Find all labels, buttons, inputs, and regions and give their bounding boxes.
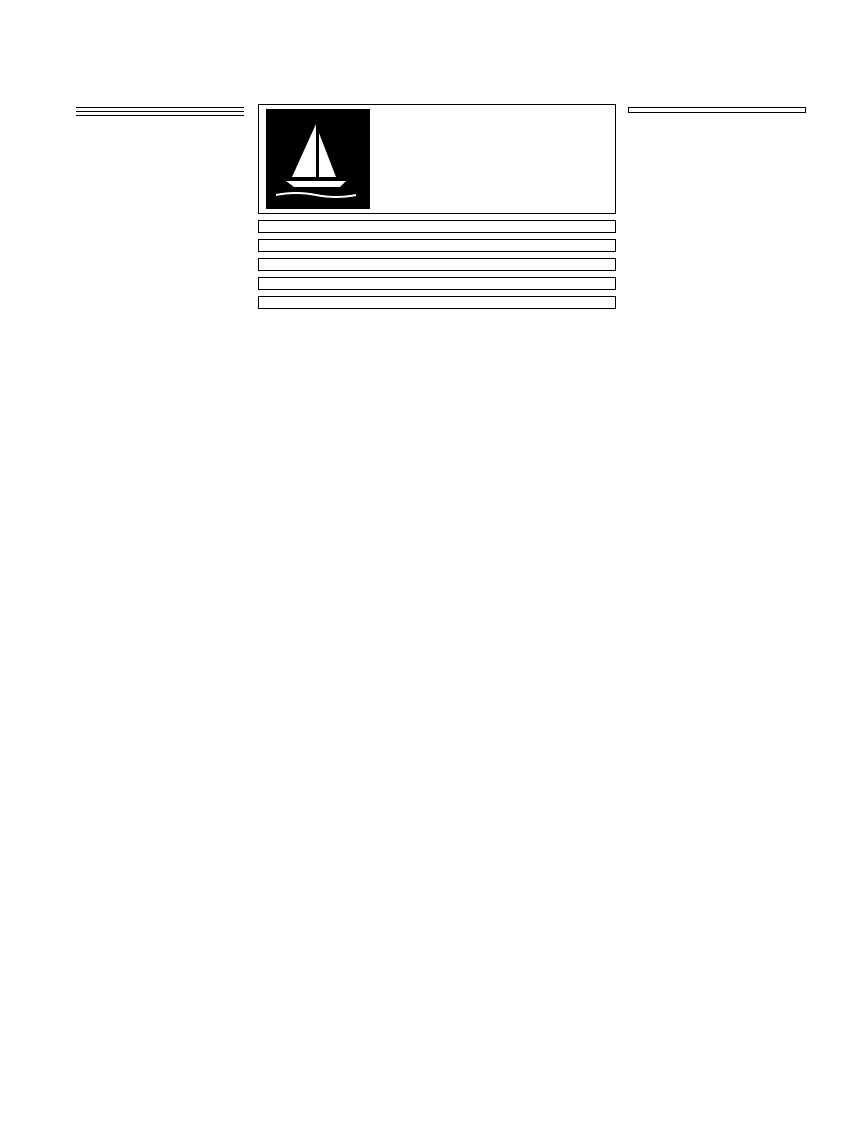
divider xyxy=(76,107,244,108)
charterung-ad xyxy=(628,107,806,113)
column-right xyxy=(628,104,806,116)
werft-ad xyxy=(258,104,616,214)
sailboat-image xyxy=(266,109,370,209)
divider xyxy=(76,111,244,112)
skandinavien-ad xyxy=(258,258,616,271)
column-middle xyxy=(258,104,616,315)
divider xyxy=(76,115,244,116)
bodensee-ad xyxy=(258,296,616,309)
bootsbauer-ad xyxy=(258,220,616,233)
kiel-ad xyxy=(258,277,616,290)
column-left xyxy=(76,104,244,119)
attersee-ad xyxy=(258,239,616,252)
